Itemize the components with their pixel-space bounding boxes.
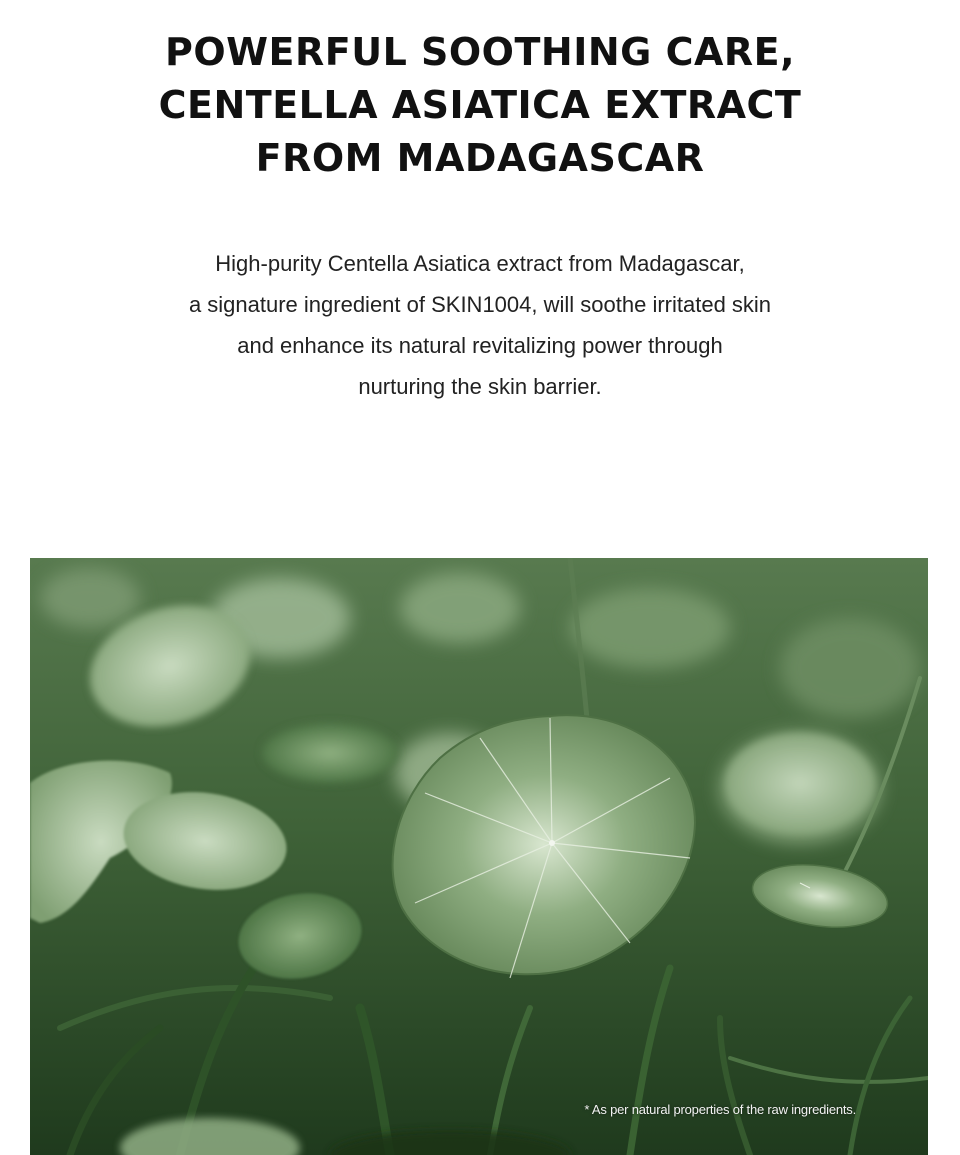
centella-leaves-photo bbox=[30, 558, 928, 1155]
headline-line-2: CENTELLA ASIATICA EXTRACT bbox=[158, 83, 802, 127]
centella-leaves-illustration bbox=[30, 558, 928, 1155]
description-line-2: a signature ingredient of SKIN1004, will soothe irritated skin bbox=[188, 292, 772, 317]
description bbox=[0, 243, 960, 407]
photo-footnote: * As per natural properties of the raw ingredients. bbox=[584, 1102, 856, 1117]
description-line-4: nurturing the skin barrier. bbox=[358, 374, 602, 399]
description-line-1: High-purity Centella Asiatica extract from Madagascar, bbox=[215, 251, 745, 276]
description-line-3: and enhance its natural revitalizing power through bbox=[237, 333, 723, 358]
headline-line-3: FROM MADAGASCAR bbox=[255, 136, 705, 180]
headline bbox=[0, 26, 960, 185]
headline-line-1: POWERFUL SOOTHING CARE, bbox=[164, 30, 796, 74]
